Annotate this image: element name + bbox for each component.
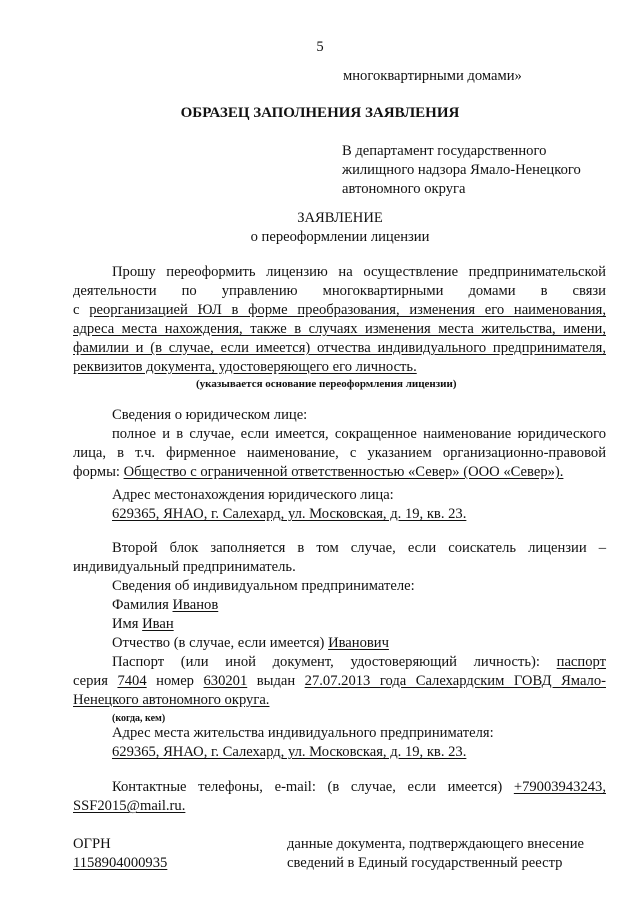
passport-caption: (когда, кем) [112,713,166,724]
request-prefix: с [73,302,90,318]
passport-number: 630201 [203,673,248,689]
request-word: домами [468,283,516,299]
legal-entity-line-3 [73,463,563,482]
legal-entity-name: Общество с ограниченной ответственностью «Север» (ООО «Север»). [123,464,564,480]
addressee-line: автономного округа [342,181,466,197]
name-row [112,615,174,634]
request-caption: (указывается основание переоформления лицензии) [196,378,457,390]
passport-line-1 [112,653,606,672]
request-line-4: адреса места нахождения, также в случаях изменения места жительства, имени, [73,321,606,337]
request-line-1: Прошу переоформить лицензию на осуществление предпринимательской [112,264,606,280]
request-word: управлению [221,283,298,299]
passport-issued-value: 27.07.2013 года Салехардским ГОВД Ямало- [304,673,606,689]
passport-series: 7404 [117,673,147,689]
addressee-line: жилищного надзора Ямало-Ненецкого [342,162,581,178]
ogrn-label: ОГРН [73,836,111,852]
ogrn-desc-line-1: данные документа, подтверждающего внесение [287,836,585,852]
addressee-line: В департамент государственного [342,143,547,159]
passport-line-3: Ненецкого автономного округа. [73,692,270,708]
passport-series-label: серия [73,673,118,689]
legal-address-value: 629365, ЯНАО, г. Салехард, ул. Московская, д. 19, кв. 23. [112,506,467,522]
individual-note-line-2: индивидуальный предприниматель. [73,559,296,575]
passport-label: Паспорт (или иной документ, удостоверяющий личность): [112,654,557,670]
surname-row [112,596,218,615]
individual-heading: Сведения об индивидуальном предпринимателе: [112,578,415,594]
request-word: по [181,283,197,299]
passport-issued-label: выдан [247,673,305,689]
passport-number-label: номер [146,673,204,689]
request-word: связи [572,283,606,299]
contact-phone: +79003943243, [513,779,606,795]
contact-email: SSF2015@mail.ru. [73,798,186,814]
request-line-6: реквизитов документа, удостоверяющего его личность. [73,359,417,375]
legal-entity-heading: Сведения о юридическом лице: [112,407,308,423]
surname-label: Фамилия [112,597,173,613]
page-heading: ОБРАЗЕЦ ЗАПОЛНЕНИЯ ЗАЯВЛЕНИЯ [180,105,460,121]
legal-form-prefix: формы: [73,464,124,480]
passport-doc-type: паспорт [556,654,606,670]
document-title: ЗАЯВЛЕНИЕ [297,210,383,226]
request-line-5: фамилии и (в случае, если имеется) отчества индивидуального предпринимателя, [73,340,606,356]
request-word: деятельности [73,283,157,299]
request-word: многоквартирными [322,283,444,299]
patronymic-label: Отчество (в случае, если имеется) [112,635,329,651]
patronymic-value: Иванович [328,635,389,651]
document-subtitle: о переоформлении лицензии [250,229,430,245]
surname-value: Иванов [172,597,219,613]
name-label: Имя [112,616,143,632]
request-word: в [540,283,548,299]
request-line-2 [73,282,606,301]
continuation-line: многоквартирными домами» [343,68,522,84]
individual-note-line-1: Второй блок заполняется в том случае, если соискатель лицензии – [112,540,606,556]
legal-entity-line-2: лица, в т.ч. фирменное наименование, с указанием организационно-правовой [73,445,606,461]
residence-value: 629365, ЯНАО, г. Салехард, ул. Московская, д. 19, кв. 23. [112,744,467,760]
legal-entity-line-1: полное и в случае, если имеется, сокращенное наименование юридического [112,426,606,442]
legal-address-label: Адрес местонахождения юридического лица: [112,487,394,503]
addressee-block [342,142,581,199]
name-value: Иван [142,616,174,632]
contacts-label: Контактные телефоны, e-mail: (в случае, если имеется) [112,779,514,795]
residence-label: Адрес места жительства индивидуального предпринимателя: [112,725,494,741]
passport-line-2 [73,672,606,691]
request-reason: реорганизацией ЮЛ в форме преобразования, изменения его наименования, [89,302,606,318]
page-number: 5 [316,39,324,55]
request-line-3 [73,301,606,320]
contacts-line-1 [112,778,606,797]
ogrn-desc-line-2: сведений в Единый государственный реестр [287,855,563,871]
patronymic-row [112,634,389,653]
ogrn-value: 1158904000935 [73,855,168,871]
